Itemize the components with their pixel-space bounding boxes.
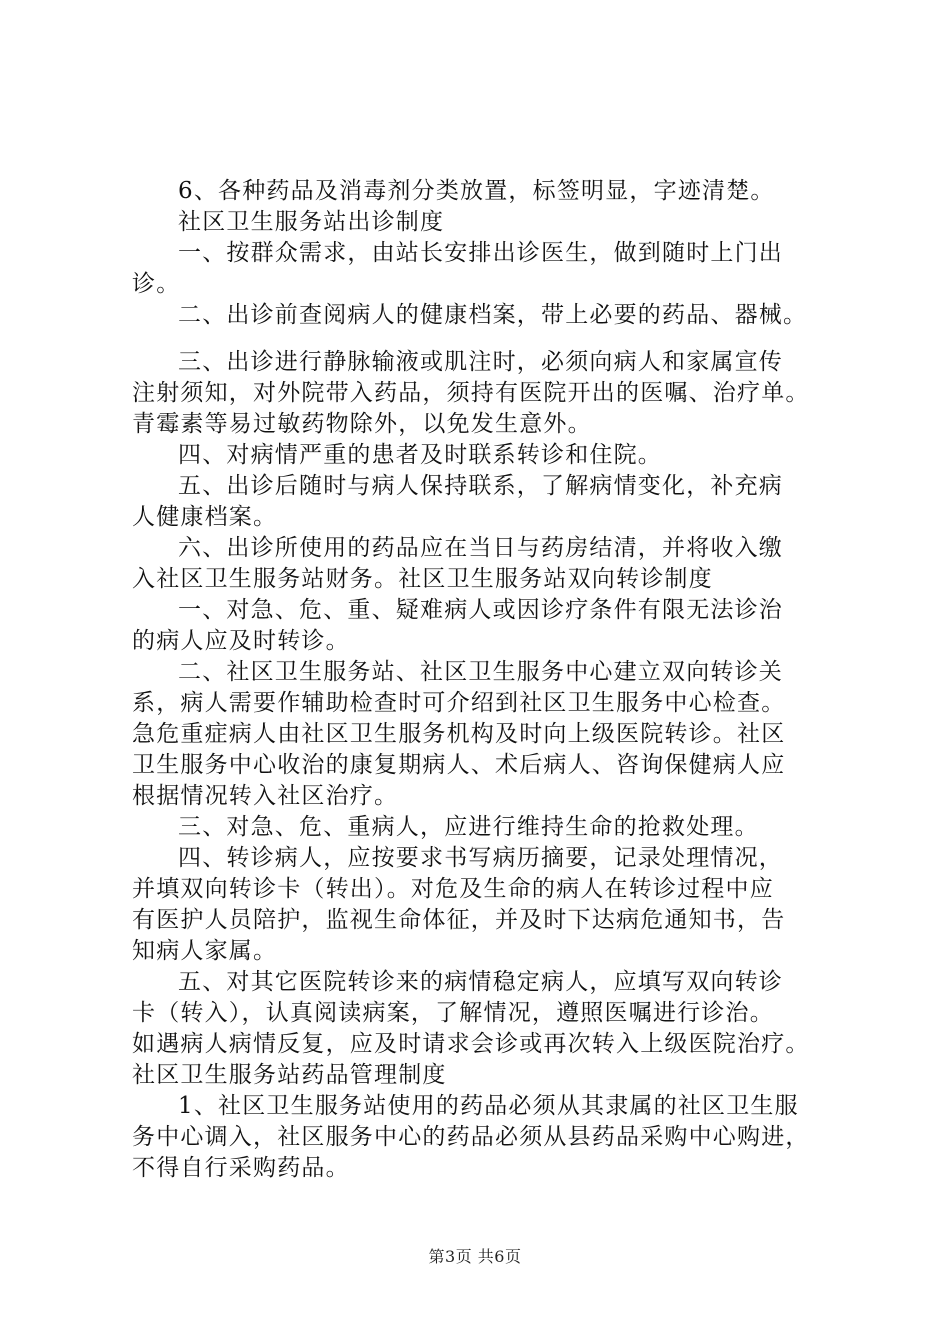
paragraph-line: 人健康档案。 — [132, 504, 278, 530]
paragraph-line: 有医护人员陪护，监视生命体征，并及时下达病危通知书，告 — [132, 907, 786, 933]
paragraph-line: 四、转诊病人，应按要求书写病历摘要，记录处理情况， — [178, 845, 783, 871]
paragraph-line: 入社区卫生服务站财务。社区卫生服务站双向转诊制度 — [132, 566, 713, 592]
paragraph-line: 二、出诊前查阅病人的健康档案，带上必要的药品、器械。 — [178, 302, 808, 328]
paragraph-line: 如遇病人病情反复，应及时请求会诊或再次转入上级医院治疗。 — [132, 1031, 810, 1057]
paragraph-line: 二、社区卫生服务站、社区卫生服务中心建立双向转诊关 — [178, 659, 783, 685]
paragraph-line: 6、各种药品及消毒剂分类放置，标签明显，字迹清楚。 — [178, 178, 775, 204]
paragraph-line: 五、对其它医院转诊来的病情稳定病人，应填写双向转诊 — [178, 969, 783, 995]
paragraph-line: 五、出诊后随时与病人保持联系，了解病情变化，补充病 — [178, 473, 783, 499]
page-number-footer: 第3页 共6页 — [428, 1247, 522, 1266]
paragraph-line: 卫生服务中心收治的康复期病人、术后病人、咨询保健病人应 — [132, 752, 786, 778]
paragraph-line: 系，病人需要作辅助检查时可介绍到社区卫生服务中心检查。 — [132, 690, 786, 716]
paragraph-line: 注射须知，对外院带入药品，须持有医院开出的医嘱、治疗单。 — [132, 380, 810, 406]
paragraph-line: 急危重症病人由社区卫生服务机构及时向上级医院转诊。社区 — [132, 721, 786, 747]
paragraph-line: 六、出诊所使用的药品应在当日与药房结清，并将收入缴 — [178, 535, 783, 561]
paragraph-line: 根据情况转入社区治疗。 — [132, 783, 399, 809]
document-body — [132, 176, 852, 1184]
paragraph-line: 不得自行采购药品。 — [132, 1155, 350, 1181]
paragraph-line: 一、对急、危、重、疑难病人或因诊疗条件有限无法诊治 — [178, 597, 783, 623]
section-heading: 社区卫生服务站出诊制度 — [178, 209, 445, 235]
paragraph-line: 并填双向转诊卡（转出）。对危及生命的病人在转诊过程中应 — [132, 876, 774, 902]
paragraph-line: 一、按群众需求，由站长安排出诊医生，做到随时上门出 — [178, 240, 783, 266]
paragraph-line: 务中心调入，社区服务中心的药品必须从县药品采购中心购进， — [132, 1124, 810, 1150]
paragraph-line: 1、社区卫生服务站使用的药品必须从其隶属的社区卫生服 — [178, 1093, 799, 1119]
paragraph-line: 青霉素等易过敏药物除外，以免发生意外。 — [132, 411, 592, 437]
paragraph-line: 三、出诊进行静脉输液或肌注时，必须向病人和家属宣传 — [178, 349, 783, 375]
section-heading: 社区卫生服务站药品管理制度 — [132, 1062, 447, 1088]
blank-line — [132, 331, 852, 347]
paragraph-line: 卡（转入），认真阅读病案，了解情况，遵照医嘱进行诊治。 — [132, 1000, 774, 1026]
paragraph-line: 三、对急、危、重病人，应进行维持生命的抢救处理。 — [178, 814, 759, 840]
paragraph-line: 四、对病情严重的患者及时联系转诊和住院。 — [178, 442, 662, 468]
paragraph-line: 知病人家属。 — [132, 938, 278, 964]
paragraph-line: 的病人应及时转诊。 — [132, 628, 350, 654]
paragraph-line: 诊。 — [132, 271, 181, 297]
